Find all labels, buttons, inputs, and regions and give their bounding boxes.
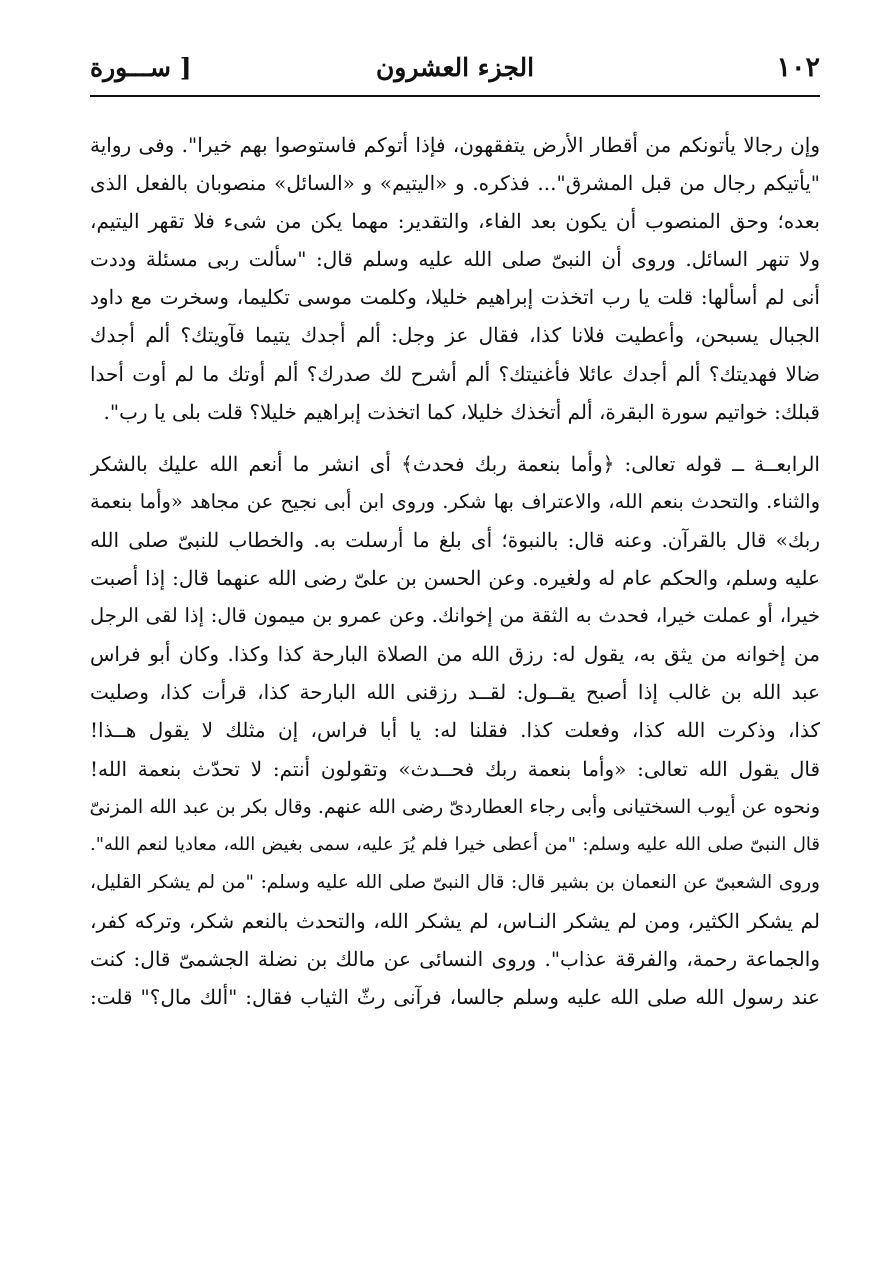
text-line: قبلك: خواتيم سورة البقرة، ألم أتخذك خليلا، كما اتخذت إبراهيم خليلا؟ قلت بلى يا رب". (103, 399, 820, 424)
page-number: ١٠٢ (776, 52, 820, 83)
text-line: عبد الله بن غالب إذا أصبح يقــول: لقــد رزقنى الله البارحة كذا، قرأت كذا، وصليت (90, 680, 820, 705)
page-header (90, 48, 820, 88)
paragraph (90, 126, 820, 431)
text-line: قال يقول الله تعالى: «وأما بنعمة ربك فحــدث» وتقولون أنتم: لا تحدّث بنعمة الله! (90, 756, 820, 781)
text-line: كذا، وذكرت الله كذا، وفعلت كذا. فقلنا له: يا أبا فراس، إن مثلك لا يقول هــذا! (90, 718, 820, 743)
text-line: أنى لم أسألها: قلت يا رب اتخذت إبراهيم خليلا، وكلمت موسى تكليما، وسخرت مع داود (90, 285, 820, 310)
text-line: والجماعة رحمة، والفرقة عذاب". وروى النسائى عن مالك بن نضلة الجشمىّ قال: كنت (90, 946, 820, 971)
text-line: والثناء. والتحدث بنعم الله، والاعتراف بها شكر. وروى ابن أبى نجيح عن مجاهد «وأما بنعمة (90, 489, 820, 513)
text-line: ولا تنهر السائل. وروى أن النبىّ صلى الله عليه وسلم قال: "سألت ربى مسئلة وددت (90, 247, 820, 272)
text-line: وإن رجالا يأتونكم من أقطار الأرض يتفقهون، فإذا أتوكم فاستوصوا بهم خيرا". وفى رواية (90, 133, 820, 157)
text-line: خيرا، أو عملت خيرا، فحدث به الثقة من إخوانك. وعن عمرو بن ميمون قال: إذا لقى الرجل (90, 604, 820, 628)
text-line: من إخوانه من يثق به، يقول له: رزق الله من الصلاة البارحة كذا وكذا. وكان أبو فراس (90, 642, 820, 667)
text-line: ونحوه عن أيوب السختيانى وأبى رجاء العطاردىّ رضى الله عنهم. وقال بكر بن عبد الله المزنىّ (90, 795, 820, 818)
text-line: "يأتيكم رجال من قبل المشرق"... فذكره. و «اليتيم» و «السائل» منصوبان بالفعل الذى (90, 171, 820, 196)
paragraph (90, 445, 820, 1016)
paragraph-gap (90, 431, 820, 445)
running-title: الجزء العشرون (375, 53, 535, 82)
text-line: الجبال يسبحن، وأعطيت فلانا كذا، فقال عز وجل: ألم أجدك يتيما فآويتك؟ ألم أجدك (90, 323, 820, 348)
text-line: قال النبىّ صلى الله عليه وسلم: "من أعطى خيرا فلم يُرَ عليه، سمى بغيض الله، معاديا لنعم الله". (90, 833, 820, 855)
text-line: عند رسول الله صلى الله عليه وسلم جالسا، فرآنى رثّ الثياب فقال: "ألك مال؟" قلت: (90, 985, 820, 1010)
text-line: وروى الشعبىّ عن النعمان بن بشير قال: قال النبىّ صلى الله عليه وسلم: "من لم يشكر القليل، (90, 871, 820, 893)
body-text (90, 126, 820, 1016)
text-line: ضالا فهديتك؟ ألم أجدك عائلا فأغنيتك؟ ألم أشرح لك صدرك؟ ألم أوتك ما لم أوت أحدا (90, 361, 820, 386)
text-line: ربك» قال بالقرآن. وعنه قال: بالنبوة؛ أى بلغ ما أرسلت به. والخطاب للنبىّ صلى الله (90, 527, 820, 552)
text-line: لم يشكر الكثير، ومن لم يشكر النـاس، لم يشكر الله، والتحدث بالنعم شكر، وتركه كفر، (90, 908, 820, 933)
text-line: الرابعــة ــ قوله تعالى: ﴿وأما بنعمة ربك فحدث﴾ أى انشر ما أنعم الله عليك بالشكر (90, 451, 820, 476)
text-line: عليه وسلم، والحكم عام له ولغيره. وعن الحسن بن علىّ رضى الله عنهما قال: إذا أصبت (90, 566, 820, 591)
text-line: بعده؛ وحق المنصوب أن يكون بعد الفاء، والتقدير: مهما يكن من شىء فلا تقهر اليتيم، (90, 209, 820, 234)
header-rule (90, 95, 820, 97)
surah-label: [ ســـورة (90, 53, 192, 82)
